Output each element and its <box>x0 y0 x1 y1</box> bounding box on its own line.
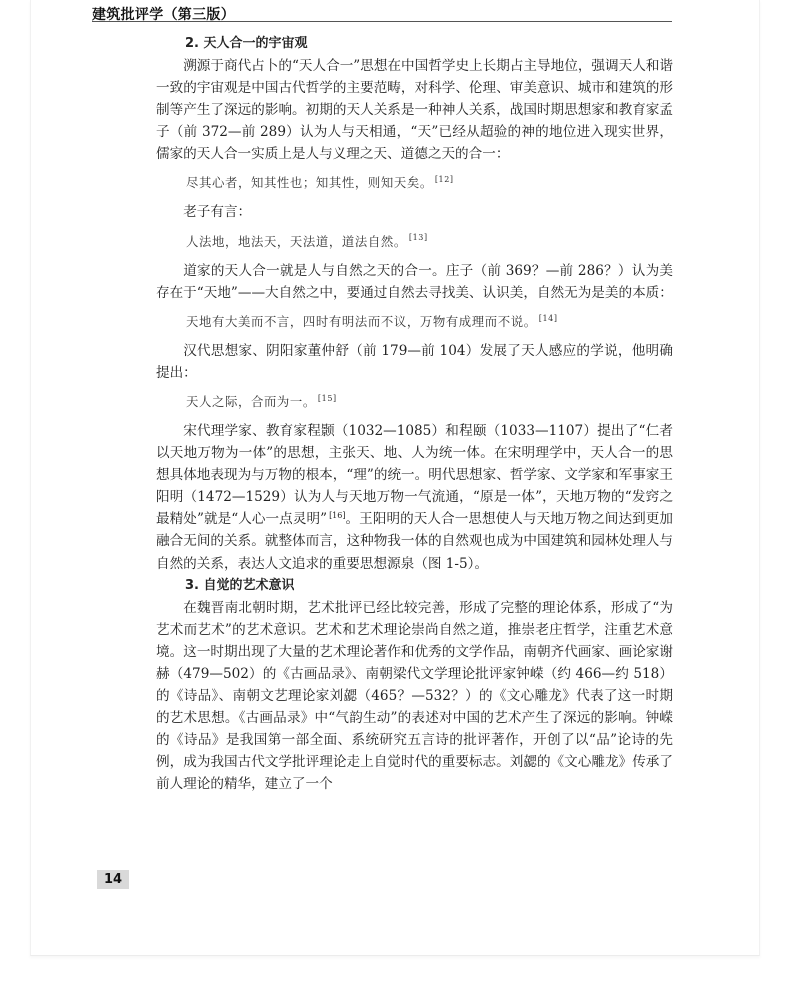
paragraph-text: 宋代理学家、教育家程颢（1032—1085）和程颐（1033—1107）提出了“仁者以天地万物为一体”的思想，主张天、地、人为统一体。在宋明理学中，天人合一的思想具体地表现为与万物的根本，“理”的统一。明代思想家、哲学家、文学家和军事家王阳明（1472—1529）认为人与天地万物一气流通，“原是一体”，天地万物的“发窍之最精处”就是“人心一点灵明” <box>156 422 673 528</box>
footnote-ref: [13] <box>408 233 428 243</box>
paragraph-text: 。王阳明的天人合一思想使人与天地万物之间达到更加融合无间的关系。就整体而言，这种物我一体的自然观也成为中国建筑和园林处理人与自然的关系，表达人文追求的重要思想源泉（图 1-5）。 <box>156 511 673 572</box>
quote-text: 天地有大美而不言，四时有明法而不议，万物有成理而不说。 <box>186 313 537 329</box>
running-head <box>92 4 672 22</box>
quote-dong-zhongshu <box>186 392 673 412</box>
section-heading-3: 3. 自觉的艺术意识 <box>185 577 295 593</box>
section-heading-2: 2. 天人合一的宇宙观 <box>185 36 308 51</box>
body-text <box>156 33 673 795</box>
quote-text: 人法地，地法天，天法道，道法自然。 <box>186 233 407 249</box>
footnote-ref: [14] <box>538 313 558 323</box>
paragraph-art-consciousness: 在魏晋南北朝时期，艺术批评已经比较完善，形成了完整的理论体系，形成了“为艺术而艺术”的艺术意识。艺术和艺术理论崇尚自然之道，推崇老庄哲学，注重艺术意境。这一时期出现了大量的艺术理论著作和优秀的文学作品，南朝齐代画家、画论家谢赫（479—502）的《古画品录》、南朝梁代文学理论批评家钟嵘（约 466—约 518）的《诗品》、南朝文艺理论家刘勰（465？—532？）的《文心雕龙》代表了这一时期的艺术思想。《古画品录》中“气韵生动”的表述对中国的艺术产生了深远的影响。钟嵘的《诗品》是我国第一部全面、系统研究五言诗的批评著作，开创了以“品”论诗的先例，成为我国古代文学批评理论走上自觉时代的重要标志。刘勰的《文心雕龙》传承了前人理论的精华，建立了一个 <box>156 599 673 793</box>
paragraph-tianren-intro: 溯源于商代占卜的“天人合一”思想在中国哲学史上长期占主导地位，强调天人和谐一致的宇宙观是中国古代哲学的主要范畴，对科学、伦理、审美意识、城市和建筑的形制等产生了深远的影响。初期的天人关系是一种神人关系，战国时期思想家和教育家孟子（前 372—前 289）认为人与天相通，“天”已经从超验的神的地位进入现实世界，儒家的天人合一实质上是人与义理之天、道德之天的合一： <box>156 58 673 163</box>
page-number: 14 <box>97 870 129 889</box>
quote-text: 尽其心者，知其性也；知其性，则知天矣。 <box>186 175 433 191</box>
quote-zhuangzi <box>186 312 673 332</box>
paragraph-laozi: 老子有言： <box>183 204 252 221</box>
quote-mencius <box>186 173 673 193</box>
paragraph-daoism: 道家的天人合一就是人与自然之天的合一。庄子（前 369？—前 286？）认为美存在于“天地”——大自然之中，要通过自然去寻找美、认识美，自然无为是美的本质： <box>156 262 673 301</box>
quote-laozi <box>186 232 673 252</box>
footnote-ref: [16] <box>329 510 346 520</box>
footnote-ref: [12] <box>434 175 454 185</box>
paragraph-song-ming <box>156 420 673 575</box>
paragraph-dong-zhongshu: 汉代思想家、阴阳家董仲舒（前 179—前 104）发展了天人感应的学说，他明确提出： <box>156 342 673 381</box>
footnote-ref: [15] <box>317 393 337 403</box>
book-title: 建筑批评学（第三版） <box>92 7 235 23</box>
quote-text: 天人之际，合而为一。 <box>186 393 316 409</box>
